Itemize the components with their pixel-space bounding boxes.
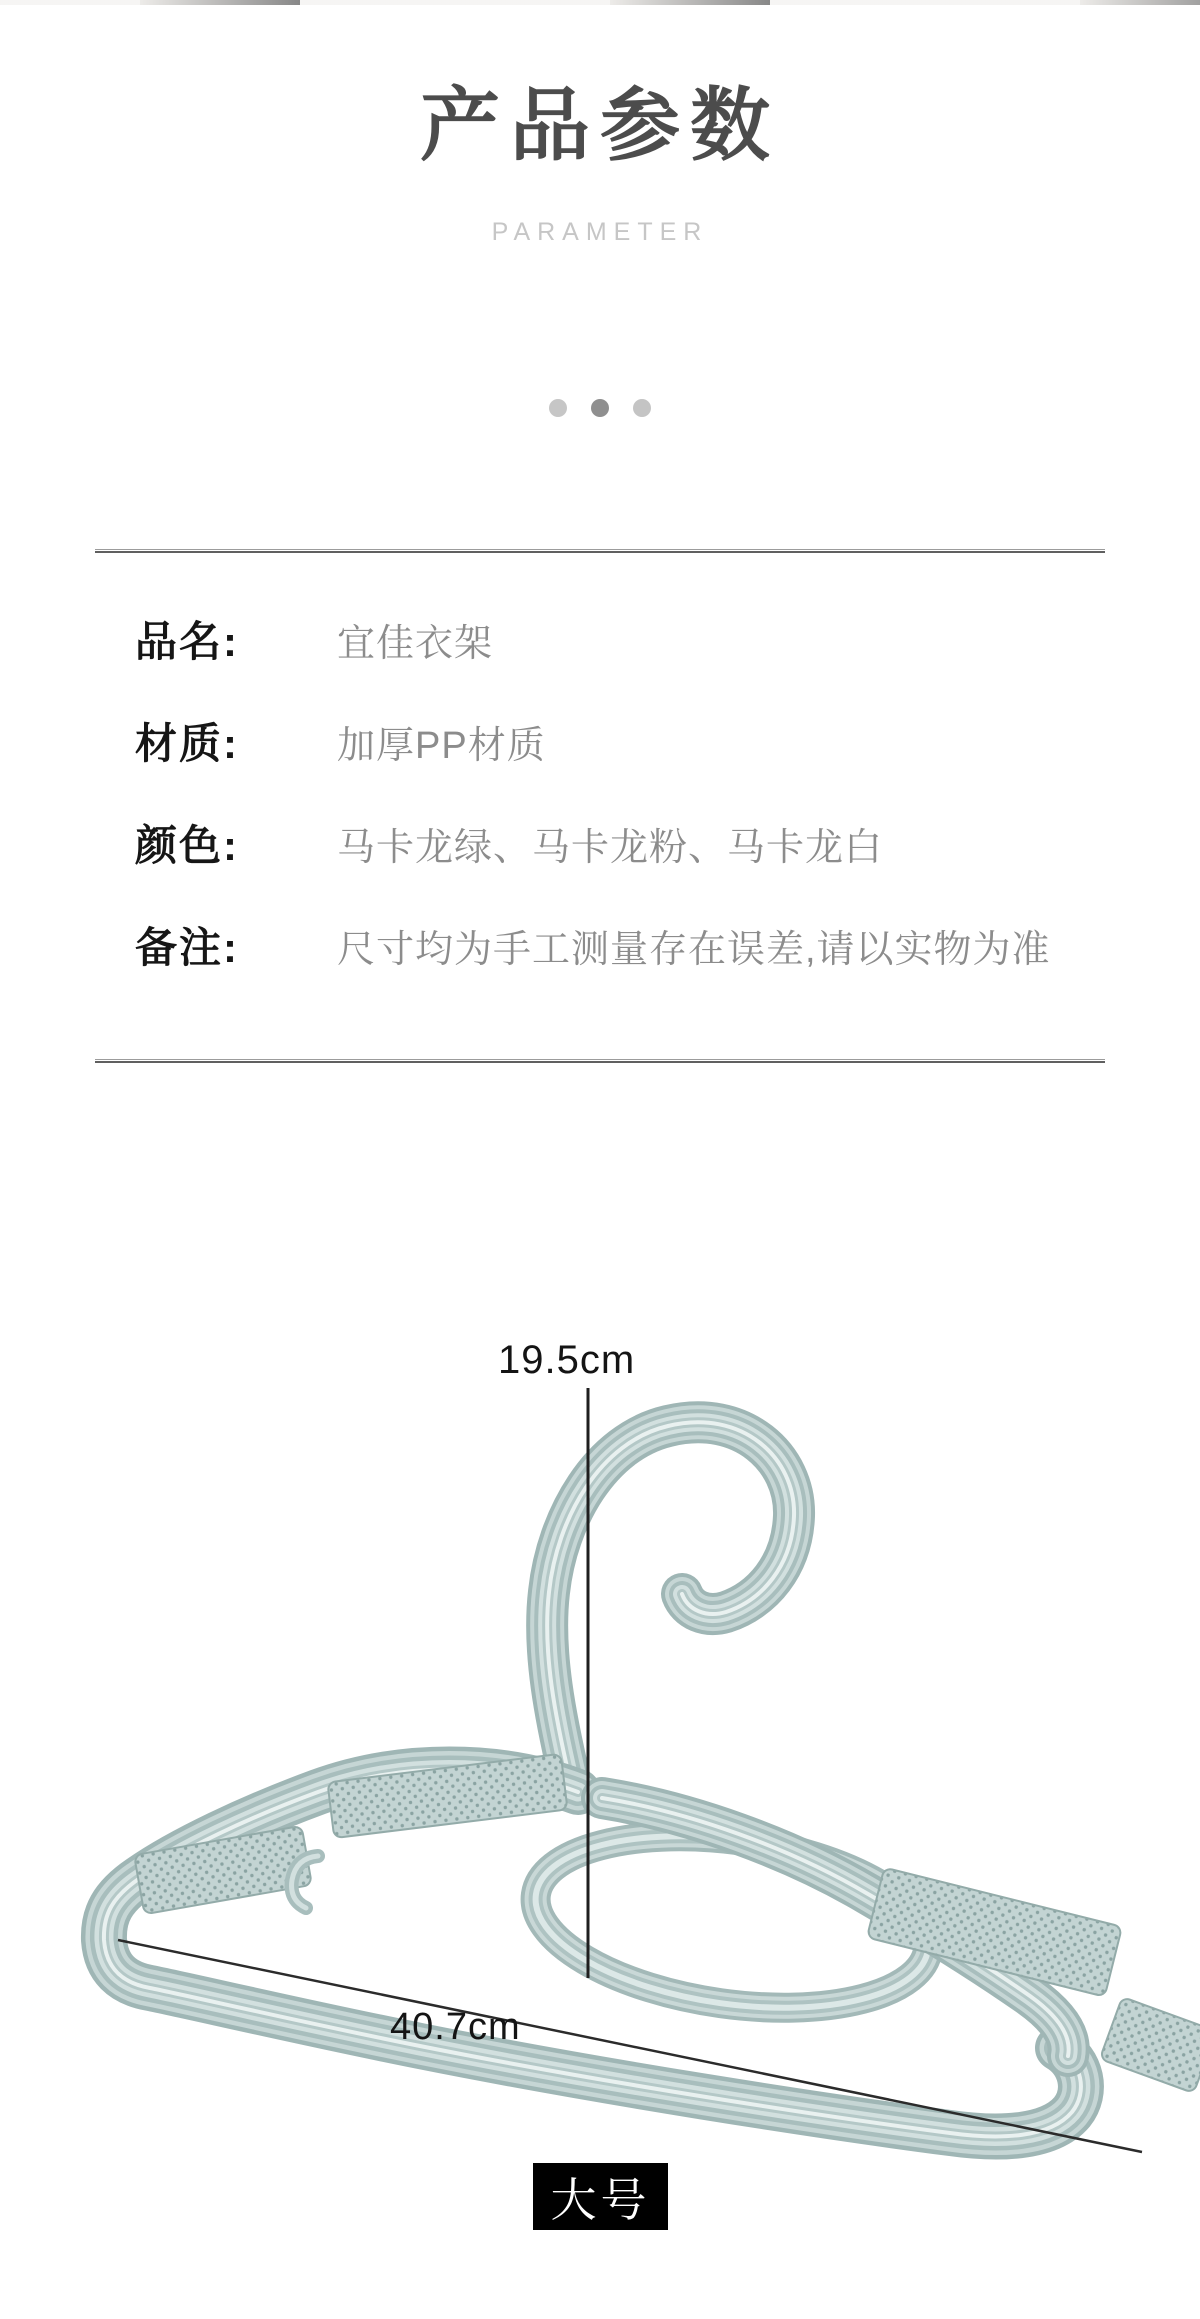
spec-label: 品名: [135,618,239,665]
size-badge: 大号 [533,2163,668,2230]
spec-value: 尺寸均为手工测量存在误差,请以实物为准 [337,928,1051,971]
dot-icon [549,399,567,417]
spec-row-name [95,588,1105,690]
header [0,81,1200,247]
width-dimension-label: 40.7cm [390,2006,521,2048]
dot-icon [591,399,609,417]
height-dimension-label: 19.5cm [498,1338,636,1382]
spec-value: 加厚PP材质 [337,724,546,767]
horizontal-rule-top [95,549,1105,553]
spec-table [95,588,1105,996]
spec-value: 马卡龙绿、马卡龙粉、马卡龙白 [337,826,884,869]
hanger-hook [547,1422,794,1780]
spec-label: 备注: [135,924,239,971]
divider-dots [0,399,1200,417]
spec-row-note [95,894,1105,996]
spec-row-material [95,690,1105,792]
horizontal-rule-bottom [95,1059,1105,1063]
product-figure [0,1300,1200,2319]
spec-value: 宜佳衣架 [337,622,494,665]
top-crop-strip [0,0,1200,5]
spec-row-color [95,792,1105,894]
spec-label: 材质: [135,720,239,767]
dot-icon [633,399,651,417]
page-subtitle: PARAMETER [491,218,709,246]
page-title: 产品参数 [420,81,780,170]
spec-label: 颜色: [135,822,239,869]
